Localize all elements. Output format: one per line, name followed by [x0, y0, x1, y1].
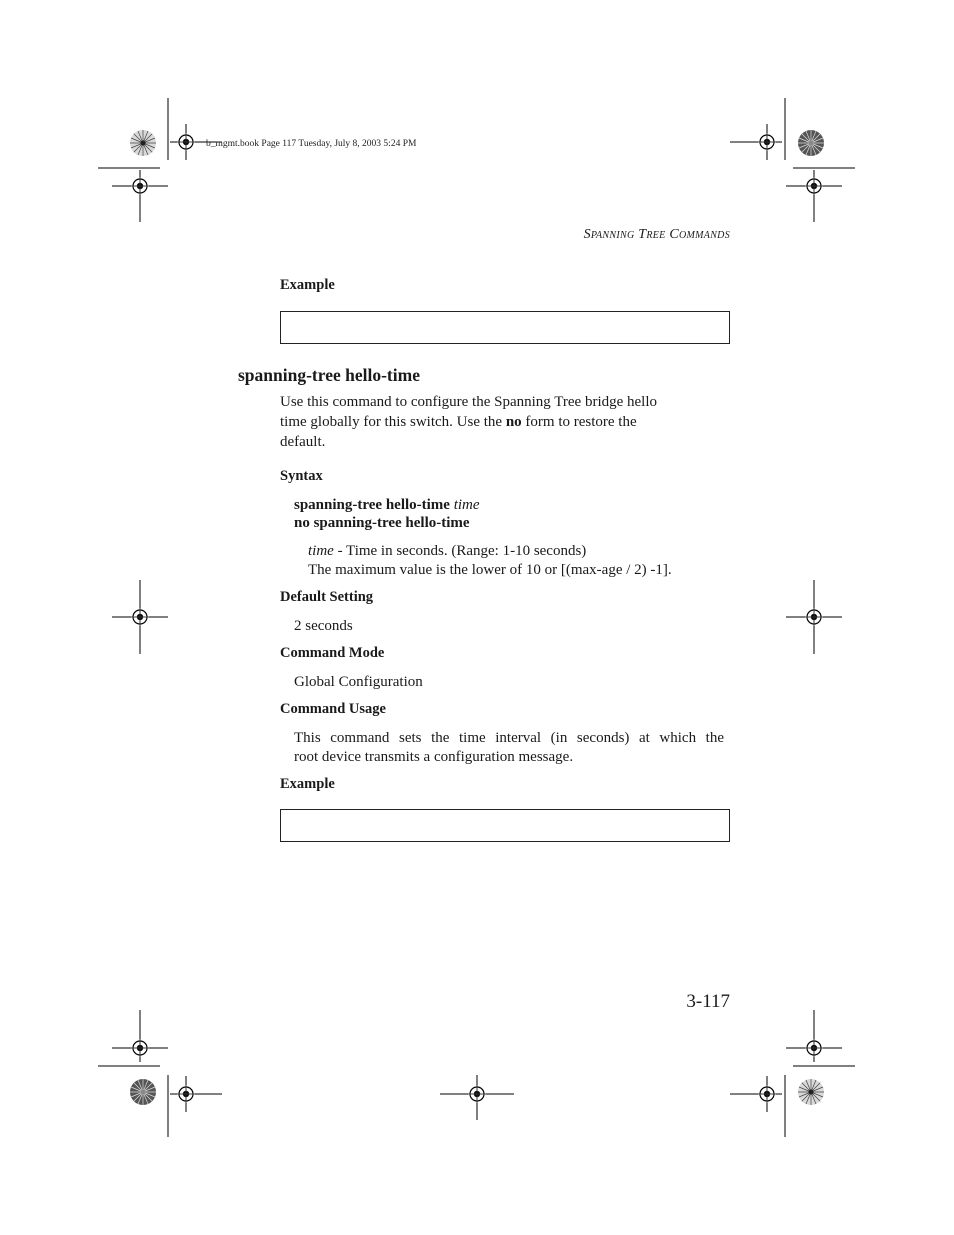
param-name: time: [308, 543, 334, 559]
bottom-example-label: Example: [280, 776, 335, 792]
intro-line-3: default.: [280, 434, 326, 450]
intro-line-2: [280, 412, 637, 432]
default-setting-label: Default Setting: [280, 589, 374, 605]
syntax-command-2: no spanning-tree hello-time: [294, 515, 470, 531]
running-head-text: Spanning Tree Commands: [583, 227, 730, 242]
default-setting-value: 2 seconds: [294, 618, 353, 634]
bottom-example-code-box: [280, 809, 730, 842]
running-head: [584, 227, 730, 243]
syntax-label: Syntax: [280, 468, 323, 484]
intro-line-1: Use this command to configure the Spanning Tree bridge hello: [280, 394, 658, 410]
intro-text-post: form to restore the: [521, 414, 637, 430]
top-example-code-box: [280, 311, 730, 344]
command-mode-value: Global Configuration: [294, 674, 423, 690]
command-keyword: spanning-tree hello-time: [294, 497, 450, 513]
page-number: 3-117: [686, 991, 730, 1012]
section-title: spanning-tree hello-time: [238, 365, 420, 385]
command-usage-label: Command Usage: [280, 701, 386, 717]
command-parameter: time: [453, 497, 480, 513]
intro-text-pre: time globally for this switch. Use the: [280, 414, 506, 430]
command-mode-label: Command Mode: [280, 645, 385, 661]
param-note: The maximum value is the lower of 10 or [(max-age / 2) -1].: [308, 562, 672, 578]
no-keyword: no: [505, 414, 522, 430]
book-info: b_mgmt.book Page 117 Tuesday, July 8, 2003 5:24 PM: [206, 139, 417, 149]
syntax-command-1: [294, 495, 480, 515]
command-usage-line-1: This command sets the time interval (in seconds) at which the: [294, 730, 724, 746]
param-description: [308, 541, 586, 561]
param-desc-text: - Time in seconds. (Range: 1-10 seconds): [333, 543, 587, 559]
top-example-label: Example: [280, 277, 335, 293]
command-usage-line-2: root device transmits a configuration message.: [294, 749, 574, 765]
